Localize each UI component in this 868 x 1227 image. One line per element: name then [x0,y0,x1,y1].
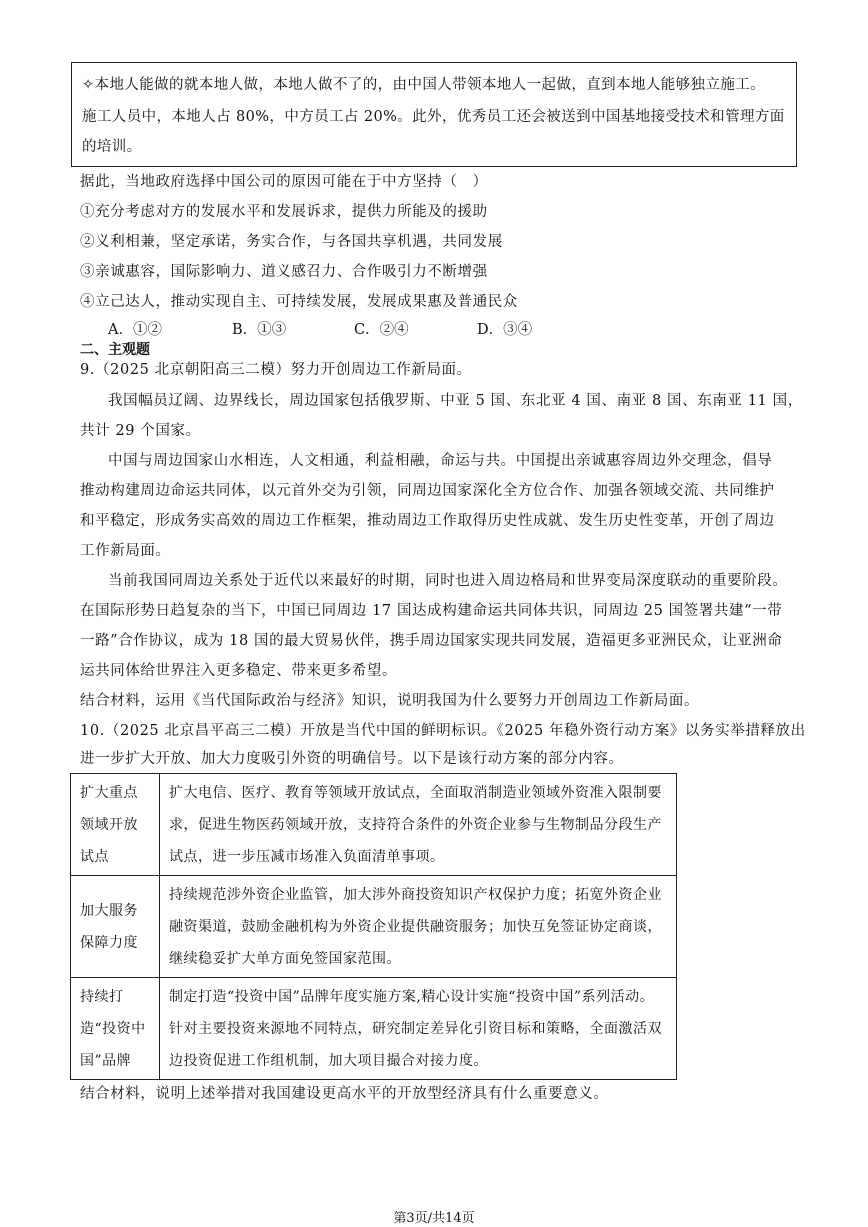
q9-line-4: 推动构建周边命运共同体，以元首外交为引领，同周边国家深化全方位合作、加强各领域交流、共同维护 [80,483,775,499]
q9-line-9: 一路”合作协议，成为 18 国的最大贸易伙伴，携手周边国家实现共同发展，造福更多亚洲民众，让亚洲命 [80,633,783,649]
table-row [71,774,677,876]
table-row [71,876,677,978]
q9-line-1: 我国幅员辽阔、边界线长，周边国家包括俄罗斯、中亚 5 国、东北亚 4 国、南亚 8 国、东南亚 11 国， [108,393,803,409]
q9-header: 9.（2025 北京朝阳高三二模）努力开创周边工作新局面。 [80,362,472,378]
q8-option-b: B．①③ [232,322,287,338]
material-line-1: ✧本地人能做的就本地人做，本地人做不了的，由中国人带领本地人一起做，直到本地人能够独立施工。 [82,77,766,93]
q8-item-2: ②义利相兼，坚定承诺，务实合作，与各国共享机遇，共同发展 [80,234,503,250]
q9-line-3: 中国与周边国家山水相连，人文相通，利益相融，命运与共。中国提出亲诚惠容周边外交理念，倡导 [108,453,773,469]
q8-item-3: ③亲诚惠容，国际影响力、道义感召力、合作吸引力不断增强 [80,264,488,280]
q9-line-7: 当前我国同周边关系处于近代以来最好的时期，同时也进入周边格局和世界变局深度联动的重要阶段。 [108,573,788,589]
q8-option-c: C．②④ [354,322,409,338]
q8-item-1: ①充分考虑对方的发展水平和发展诉求，提供力所能及的援助 [80,204,488,220]
q8-option-a: A．①② [108,322,162,338]
q9-line-10: 运共同体给世界注入更多稳定、带来更多希望。 [80,663,398,679]
material-line-2: 施工人员中，本地人占 80%，中方员工占 20%。此外，优秀员工还会被送到中国基地接受技术和管理方面 [82,109,785,125]
table-row-head: 持续打造“投资中国”品牌 [71,978,160,1080]
q9-line-2: 共计 29 个国家。 [80,423,201,439]
table-row-body: 持续规范涉外资企业监管，加大涉外商投资知识产权保护力度；拓宽外资企业融资渠道，鼓励金融机构为外资企业提供融资服务；加快互免签证协定商谈，继续稳妥扩大单方面免签国家范围。 [160,876,677,978]
material-line-3: 的培训。 [82,139,142,155]
q10-question: 结合材料，说明上述举措对我国建设更高水平的开放型经济具有什么重要意义。 [80,1086,609,1102]
q9-line-6: 工作新局面。 [80,543,171,559]
q9-line-8: 在国际形势日趋复杂的当下，中国已同周边 17 国达成构建命运共同体共识，同周边 25 国签署共建“一带 [80,603,783,619]
table-row-head: 加大服务保障力度 [71,876,160,978]
q8-item-4: ④立己达人，推动实现自主、可持续发展，发展成果惠及普通民众 [80,294,518,310]
table-row [71,978,677,1080]
q8-option-d: D．③④ [477,322,533,338]
q10-header-1: 10.（2025 北京昌平高三二模）开放是当代中国的鲜明标识。《2025 年稳外资行动方案》以务实举措释放出 [80,723,806,739]
action-plan-table [70,773,677,1080]
q10-header-2: 进一步扩大开放、加大力度吸引外资的明确信号。以下是该行动方案的部分内容。 [80,751,624,767]
table-row-body: 制定打造“投资中国”品牌年度实施方案,精心设计实施“投资中国”系列活动。针对主要投资来源地不同特点，研究制定差异化引资目标和策略，全面激活双边投资促进工作组机制，加大项目撮合对接力度。 [160,978,677,1080]
table-row-head: 扩大重点领域开放试点 [71,774,160,876]
table-row-body: 扩大电信、医疗、教育等领域开放试点，全面取消制造业领域外资准入限制要求，促进生物医药领域开放，支持符合条件的外资企业参与生物制品分段生产试点，进一步压减市场准入负面清单事项。 [160,774,677,876]
page-footer: 第3页/共14页 [393,1211,475,1226]
material-box [71,62,797,167]
q9-line-5: 和平稳定，形成务实高效的周边工作框架，推动周边工作取得历史性成就、发生历史性变革，开创了周边 [80,513,775,529]
section-heading: 二、主观题 [80,342,150,358]
q8-stem: 据此，当地政府选择中国公司的原因可能在于中方坚持（ ） [80,174,488,190]
q9-question: 结合材料，运用《当代国际政治与经济》知识，说明我国为什么要努力开创周边工作新局面。 [80,693,700,709]
